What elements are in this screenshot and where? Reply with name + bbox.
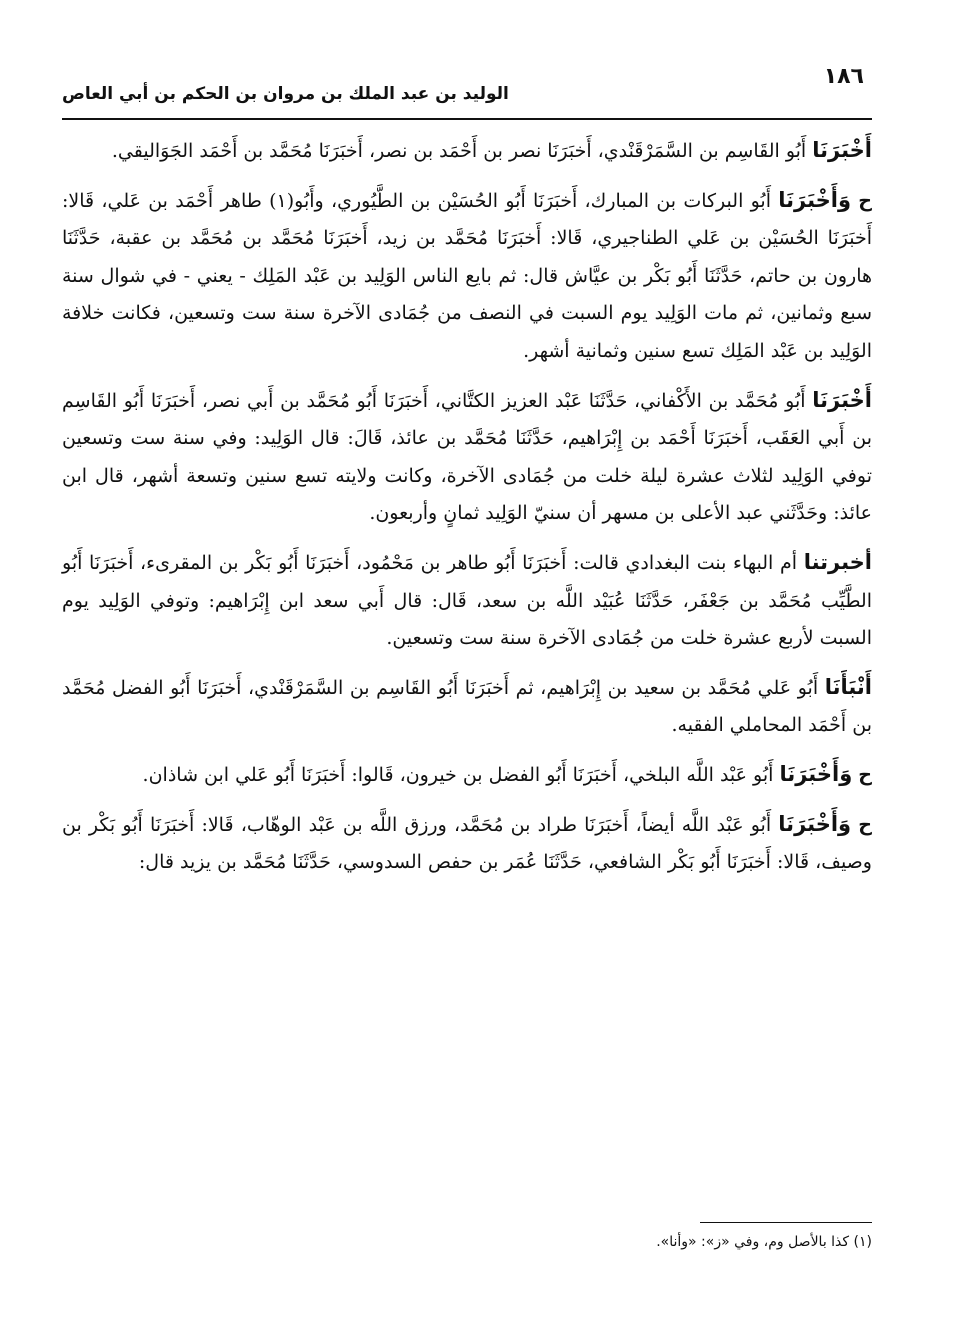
footnote-rule bbox=[700, 1222, 872, 1223]
paragraph-prefix: ح bbox=[858, 813, 872, 836]
paragraph-lead-word: أَنْبَأَنَا bbox=[824, 674, 872, 699]
paragraph-text: أَبُو البركات بن المبارك، أَخبَرَنَا أَبُو الحُسَيْن بن الطَّيُوري، وأَبُو(١) طاهر أَحْمَد بن عَلي، قَالا: أَخبَرَنَا الحُسَيْن بن عَلي الطناجيري، قَالا: أَخبَرَنَا مُحَمَّد بن زيد، أَخبَرَنَا مُحَمَّد بن مُحَمَّد بن عقبة، حَدَّثَنَا هارون بن حاتم، حَدَّثَنَا أَبُو بَكْر بن عيَّاش قال: ثم بايع الناس الوَلِيد بن عَبْد المَلِك - يعني - في شوال سنة سبع وثمانين، ثم مات الوَلِيد يوم السبت في النصف من جُمَادى الآخرة سنة ست وتسعين، فكانت خلافة الوَلِيد بن عَبْد المَلِك تسع سنين وثمانية أشهر. bbox=[62, 189, 872, 362]
paragraph-lead-word: وَأَخْبَرَنَا bbox=[779, 761, 853, 786]
page-number: ١٨٦ bbox=[823, 64, 864, 89]
paragraph-text: أَبُو القَاسِم بن السَّمَرْقَنْدي، أَخبَرَنَا نصر بن أَحْمَد بن نصر، أَخبَرَنَا مُحَمَّد بن أَحْمَد الجَوَاليقي. bbox=[111, 140, 813, 162]
header-rule bbox=[62, 118, 872, 120]
paragraph-text: أَبُو عَلي مُحَمَّد بن سعيد بن إِبْرَاهيم، ثم أَخبَرَنَا أَبُو القَاسِم بن السَّمَرْقَنْدي، أَخبَرَنَا أَبُو الفضل مُحَمَّد بن أَحْمَد المحاملي الفقيه. bbox=[62, 676, 872, 737]
running-title: الوليد بن عبد الملك بن مروان بن الحكم بن أبي العاص bbox=[62, 84, 509, 104]
paragraph bbox=[62, 132, 872, 171]
paragraph-text: أَبُو عَبْد اللَّه البلخي، أَخبَرَنَا أَبُو الفضل بن خيرون، قَالوا: أَخبَرَنَا أَبُو عَلي ابن شاذان. bbox=[142, 763, 780, 786]
body-text bbox=[62, 132, 872, 893]
paragraph-lead-word: وَأَخْبَرَنَا bbox=[778, 811, 852, 836]
paragraph-prefix: ح bbox=[858, 763, 872, 786]
paragraph-text: أَبُو عَبْد اللَّه أيضاً، أَخبَرَنَا طراد بن مُحَمَّد، ورزق اللَّه بن عَبْد الوهّاب، قَالا: أَخبَرَنَا أَبُو بَكْر بن وصيف، قَالا: أَخبَرَنَا أَبُو بَكْر الشافعي، حَدَّثَنَا عُمَر بن حفص السدوسي، حَدَّثَنَا مُحَمَّد بن يزيد قال: bbox=[62, 813, 872, 874]
paragraph bbox=[62, 182, 872, 371]
paragraph-lead-word: أَخْبَرَنَا bbox=[812, 138, 872, 162]
paragraph bbox=[62, 669, 872, 745]
footnote-marker: (١) bbox=[853, 1234, 872, 1250]
paragraph bbox=[62, 382, 872, 533]
footnote bbox=[62, 1234, 872, 1250]
paragraph-text: أَبُو مُحَمَّد بن الأَكْفاني، حَدَّثَنَا عَبْد العزيز الكتَّاني، أَخبَرَنَا أَبُو مُحَمَّد بن أَبي نصر، أَخبَرَنَا أَبُو القَاسِم بن أَبي العَقَب، أَخبَرَنَا أَحْمَد بن إِبْرَاهيم، حَدَّثَنَا مُحَمَّد بن عائذ، قَالَ: قال الوَلِيد: وفي سنة ست وتسعين توفي الوَلِيد لثلاث عشرة ليلة خلت من جُمَادى الآخرة، وكانت ولايته تسع سنين وتسعة أشهر، قال ابن عائذ: وحَدَّثَني عبد الأعلى بن مسهر أن سنيّ الوَلِيد ثمانٍ وأربعون. bbox=[62, 389, 872, 525]
footnote-text: كذا بالأصل وم، وفي «ز»: «وأنا». bbox=[656, 1234, 850, 1250]
paragraph bbox=[62, 544, 872, 658]
paragraph-lead-word: وَأَخْبَرَنَا bbox=[778, 187, 852, 212]
paragraph-lead-word: أخبرتنا bbox=[803, 549, 872, 574]
paragraph bbox=[62, 756, 872, 795]
paragraph-prefix: ح bbox=[858, 189, 872, 212]
paragraph-text: أم البهاء بنت البغدادي قالت: أَخبَرَنَا أَبُو طاهر بن مَحْمُود، أَخبَرَنَا أَبُو بَكْر بن المقرىء، أَخبَرَنَا أَبُو الطَّيِّب مُحَمَّد بن جَعْفَر، حَدَّثَنَا عُبَيْد اللَّه بن سعد، قَال: قال أَبي سعد ابن إِبْرَاهيم: وتوفي الوَلِيد يوم السبت لأربع عشرة خلت من جُمَادى الآخرة سنة ست وتسعين. bbox=[62, 551, 872, 650]
page-header bbox=[62, 58, 872, 118]
paragraph-lead-word: أَخْبَرَنَا bbox=[812, 387, 872, 412]
paragraph bbox=[62, 806, 872, 882]
